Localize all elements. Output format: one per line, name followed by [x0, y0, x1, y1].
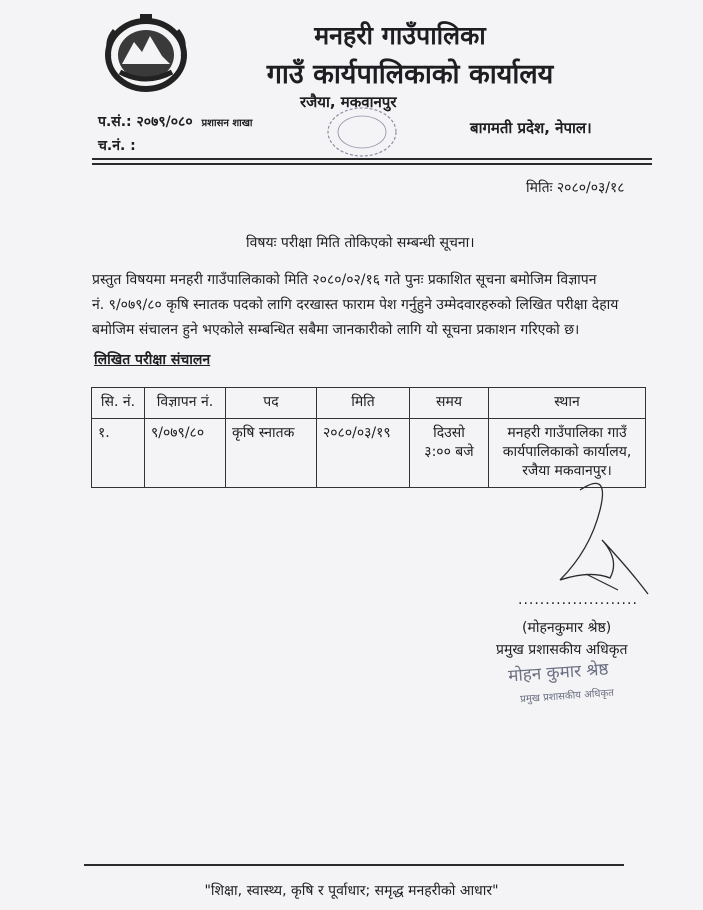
branch-name: प्रशासन शाखा: [201, 118, 253, 129]
cell-time-line-2: ३:०० बजे: [424, 444, 474, 460]
ref-label: प.सं.:: [98, 114, 132, 130]
col-time: समय: [410, 388, 489, 419]
stamp-title: प्रमुख प्रशासकीय अधिकृत: [519, 687, 615, 706]
footer-motto: "शिक्षा, स्वास्थ्य, कृषि र पूर्वाधार; समृद्ध मनहरीको आधार": [204, 883, 499, 899]
signer-title: प्रमुख प्रशासकीय अधिकृत: [496, 642, 628, 658]
province-name: बागमती प्रदेश, नेपाल।: [470, 119, 592, 137]
notice-date: मितिः २०८०/०३/१८: [526, 180, 625, 196]
col-sn: सि. नं.: [92, 388, 145, 419]
signature-line: ......................: [518, 592, 638, 608]
office-address: रजैया, मकवानपुर: [300, 93, 397, 111]
cell-time: [410, 419, 489, 488]
col-place: स्थान: [489, 388, 646, 419]
office-name: गाउँ कार्यपालिकाको कार्यालय: [266, 59, 554, 90]
stamp-name: मोहन कुमार श्रेष्ठ: [507, 659, 610, 687]
nepal-emblem-icon: [100, 12, 192, 94]
body-line-3: बमोजिम संचालन हुने भएकोले सम्बन्धित सबैमा जानकारीको लागि यो सूचना प्रकाशन गरिएको छ।: [92, 322, 580, 338]
footer-rule: [84, 864, 624, 866]
header-rule-bottom: [92, 163, 652, 165]
ref-value: २०७९/०८०: [136, 114, 193, 130]
section-title: लिखित परीक्षा संचालन: [94, 352, 211, 368]
cell-place-line-2: कार्यपालिकाको कार्यालय,: [502, 444, 632, 460]
col-date: मिति: [317, 388, 410, 419]
cell-post: कृषि स्नातक: [226, 419, 317, 488]
office-seal-icon: [300, 94, 430, 160]
signer-name: (मोहनकुमार श्रेष्ठ): [522, 620, 612, 636]
cell-sn: १.: [92, 419, 145, 488]
col-ad-no: विज्ञापन नं.: [145, 388, 226, 419]
dispatch-number: च.नं. :: [98, 138, 136, 154]
municipality-name: मनहरी गाउँपालिका: [314, 21, 486, 50]
notice-subject: विषयः परीक्षा मिति तोकिएको सम्बन्धी सूचना।: [246, 235, 475, 251]
cell-ad-no: ९/०७९/८०: [145, 419, 226, 488]
cell-date: २०८०/०३/१९: [317, 419, 410, 488]
cell-place-line-1: मनहरी गाउँपालिका गाउँ: [507, 425, 627, 441]
body-line-1: प्रस्तुत विषयमा मनहरी गाउँपालिकाको मिति २०८०/०२/१६ गते पुनः प्रकाशित सूचना बमोजिम विज्ञापन: [92, 272, 597, 288]
header-rule-top: [92, 158, 652, 160]
table-header-row: [92, 388, 646, 419]
handwritten-signature-icon: [540, 470, 660, 610]
reference-number: [98, 112, 253, 131]
col-post: पद: [226, 388, 317, 419]
cell-time-line-1: दिउसो: [433, 425, 465, 441]
body-line-2: नं. ९/०७९/८० कृषि स्नातक पदको लागि दरखास्त फाराम पेश गर्नुहुने उम्मेदवारहरुको लिखित परीक्षा देहाय: [92, 297, 619, 313]
cell-place-line-3: रजैया मकवानपुर।: [522, 463, 612, 479]
